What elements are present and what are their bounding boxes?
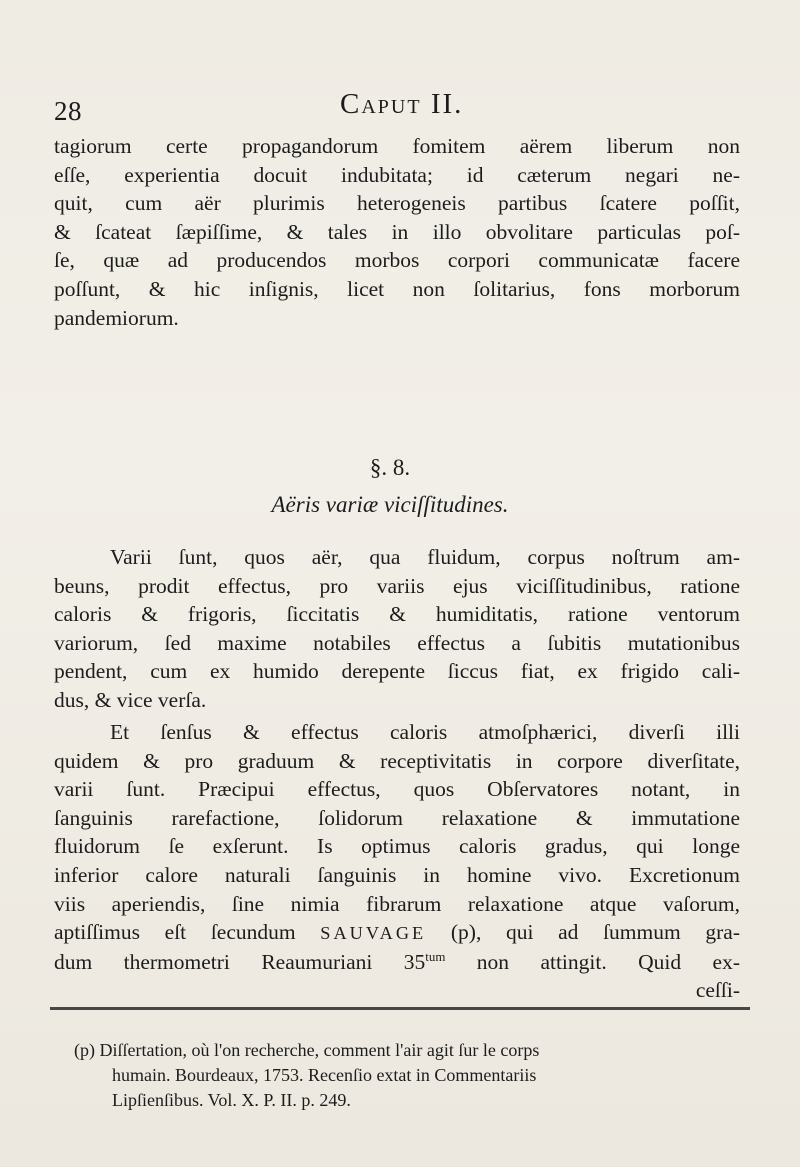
text-line: pendent, cum ex humido derepente ſiccus fiat, ex frigido cali- [54,659,740,684]
text-line: eſſe, experientia docuit indubitata; id cæterum negari ne- [54,162,740,187]
text-line: caloris & frigoris, ſiccitatis & humiditatis, ratione ventorum [54,602,740,627]
text-line: poſſunt, & hic inſignis, licet non ſolitarius, fons morborum [54,276,740,301]
text-line: & ſcateat ſæpiſſime, & tales in illo obvolitare particulas poſ- [54,219,740,244]
text-line: pandemiorum. [54,305,179,330]
footnote-line: (p) Diſſertation, où l'on recherche, comment l'air agit ſur le corps [74,1040,540,1060]
superscript: tum [425,949,446,964]
text-line: tagiorum certe propagandorum fomitem aërem liberum non [54,134,740,158]
running-head: Caput II. [340,88,464,120]
text-line: Varii ſunt, quos aër, qua fluidum, corpus noſtrum am- [110,545,740,569]
paragraph-2 [54,543,740,715]
catchword: ceſſi- [695,978,740,1003]
text-line: varii ſunt. Præcipui effectus, quos Obſervatores notant, in [54,777,740,802]
author-name: SAUVAGE [320,923,427,944]
footnote-line: Lipſienſibus. Vol. X. P. II. p. 249. [112,1090,351,1110]
paragraph-1 [54,132,740,332]
footnote [74,1038,734,1113]
text-fragment: dum thermometri Reaumuriani 35 [54,949,426,974]
text-line: variorum, ſed maxime notabiles effectus a ſubitis mutationibus [54,630,740,655]
text-line: inferior calore naturali ſanguinis in homine vivo. Excretionum [54,862,740,887]
text-fragment: aptiſſimus eſt ſecundum [54,920,296,945]
text-line: fluidorum ſe exſerunt. Is optimus caloris gradus, qui longe [54,834,740,859]
text-line [54,918,740,948]
section-title: Aëris variæ viciſſitudines. [271,492,509,517]
text-fragment: (p), qui ad ſummum gra- [450,920,741,945]
text-line: ſe, quæ ad producendos morbos corpori communicatæ facere [54,248,740,273]
page-number: 28 [54,96,82,126]
text-line: dus, & vice verſa. [54,687,207,712]
text-line: quit, cum aër plurimis heterogeneis partibus ſcatere poſſit, [54,191,740,216]
footnote-line: humain. Bourdeaux, 1753. Recenſio extat in Commentariis [112,1065,537,1085]
text-line [54,948,740,977]
text-fragment: non attingit. Quid ex- [476,949,741,974]
footnote-divider [50,1007,750,1010]
text-line: Et ſenſus & effectus caloris atmoſphærici, diverſi illi [110,720,740,744]
text-line: quidem & pro graduum & receptivitatis in corpore diverſitate, [54,748,740,773]
section-number: §. 8. [369,455,411,480]
paragraph-3 [54,718,740,1005]
text-line: ſanguinis rarefactione, ſolidorum relaxatione & immutatione [54,805,740,830]
text-line: viis aperiendis, ſine nimia fibrarum relaxatione atque vaſorum, [54,891,740,916]
text-line: beuns, prodit effectus, pro variis ejus viciſſitudinibus, ratione [54,573,740,598]
